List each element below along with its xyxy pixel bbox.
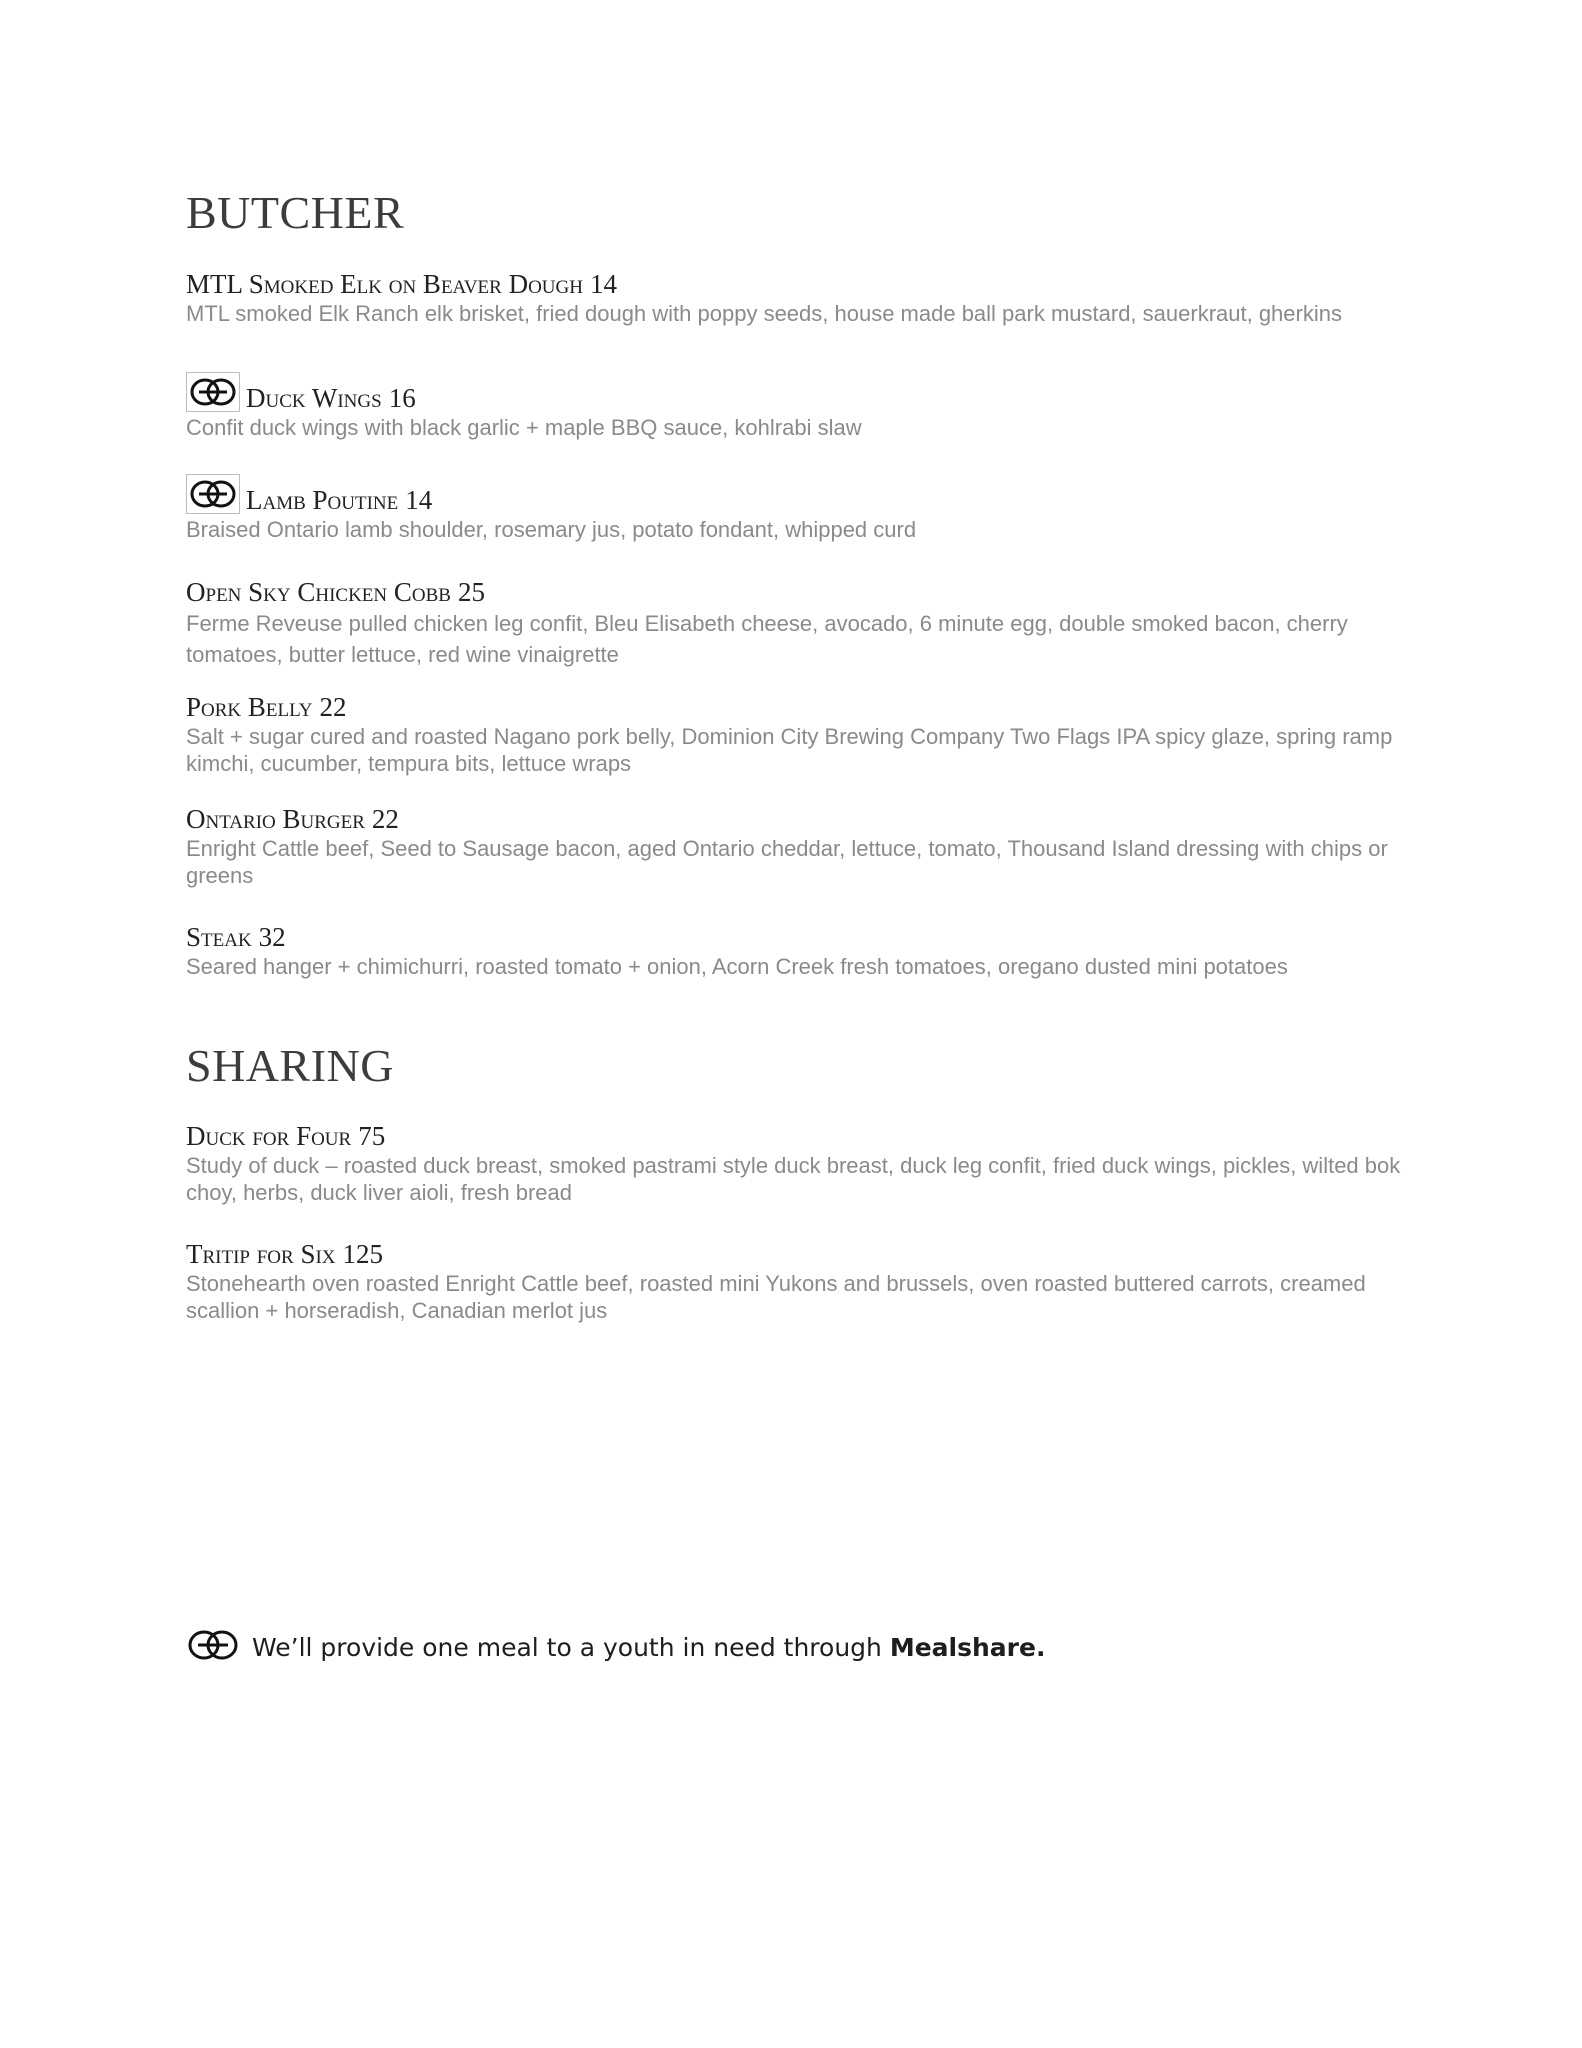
section-title-butcher: BUTCHER xyxy=(186,187,405,238)
item-name: Duck Wings xyxy=(246,382,382,413)
item-name: Pork Belly xyxy=(186,692,313,722)
item-name: Open Sky Chicken Cobb xyxy=(186,577,451,607)
item-description: Braised Ontario lamb shoulder, rosemary jus, potato fondant, whipped curd xyxy=(186,517,917,542)
item-name: Ontario Burger xyxy=(186,804,365,834)
menu-item-duck-for-four xyxy=(186,1122,1416,1206)
item-description: Ferme Reveuse pulled chicken leg confit, Bleu Elisabeth cheese, avocado, 6 minute egg, double smoked bacon, cherry tomatoes, butter lettuce, red wine vinaigrette xyxy=(186,611,1348,668)
item-title xyxy=(186,805,1416,833)
item-description: MTL smoked Elk Ranch elk brisket, fried dough with poppy seeds, house made ball park mustard, sauerkraut, gherkins xyxy=(186,301,1342,327)
mealshare-logo-icon xyxy=(186,1628,240,1667)
item-price: 22 xyxy=(319,692,347,722)
item-price: 22 xyxy=(371,804,399,834)
item-description: Enright Cattle beef, Seed to Sausage bacon, aged Ontario cheddar, lettuce, tomato, Thousand Island dressing with chips or greens xyxy=(186,836,1388,889)
menu-item-duck-wings xyxy=(186,372,1416,441)
mealshare-icon xyxy=(186,474,240,514)
mealshare-brand: Mealshare. xyxy=(889,1633,1046,1662)
item-title xyxy=(186,1240,1416,1268)
menu-item-ontario-burger xyxy=(186,805,1416,889)
menu-item-elk xyxy=(186,270,1416,327)
item-name: Lamb Poutine xyxy=(246,484,399,515)
item-description: Salt + sugar cured and roasted Nagano pork belly, Dominion City Brewing Company Two Flags IPA spicy glaze, spring ramp kimchi, cucumber, tempura bits, lettuce wraps xyxy=(186,724,1393,777)
section-title-sharing: SHARING xyxy=(186,1040,394,1091)
item-description: Study of duck – roasted duck breast, smoked pastrami style duck breast, duck leg confit, fried duck wings, pickles, wilted bok choy, herbs, duck liver aioli, fresh bread xyxy=(186,1153,1401,1206)
item-price: 125 xyxy=(342,1239,384,1269)
item-price: 75 xyxy=(358,1121,386,1151)
item-title xyxy=(186,693,1416,721)
mealshare-icon xyxy=(186,372,240,412)
item-description: Confit duck wings with black garlic + maple BBQ sauce, kohlrabi slaw xyxy=(186,415,862,440)
item-description: Seared hanger + chimichurri, roasted tomato + onion, Acorn Creek fresh tomatoes, oregano dusted mini potatoes xyxy=(186,954,1288,980)
item-price: 25 xyxy=(457,577,485,607)
item-title xyxy=(186,270,1416,298)
menu-item-tritip-for-six xyxy=(186,1240,1416,1324)
item-price: 32 xyxy=(258,922,286,952)
footer-text xyxy=(252,1633,1045,1662)
item-price: 14 xyxy=(589,269,617,299)
item-name: MTL Smoked Elk on Beaver Dough xyxy=(186,269,583,299)
menu-item-chicken-cobb xyxy=(186,578,1416,670)
item-title xyxy=(186,923,1416,951)
menu-item-lamb-poutine xyxy=(186,474,1416,543)
menu-item-steak xyxy=(186,923,1416,980)
mealshare-footer xyxy=(186,1628,1045,1667)
menu-item-pork-belly xyxy=(186,693,1416,777)
item-name: Duck for Four xyxy=(186,1121,352,1151)
item-title xyxy=(186,578,1416,606)
item-name: Tritip for Six xyxy=(186,1239,336,1269)
item-price: 16 xyxy=(388,382,416,413)
item-price: 14 xyxy=(405,484,433,515)
item-description: Stonehearth oven roasted Enright Cattle beef, roasted mini Yukons and brussels, oven roasted buttered carrots, creamed scallion + horseradish, Canadian merlot jus xyxy=(186,1271,1366,1324)
footer-message: We’ll provide one meal to a youth in need through xyxy=(252,1633,890,1662)
item-title xyxy=(186,474,1416,514)
item-title xyxy=(186,1122,1416,1150)
item-title xyxy=(186,372,1416,412)
item-name: Steak xyxy=(186,922,252,952)
